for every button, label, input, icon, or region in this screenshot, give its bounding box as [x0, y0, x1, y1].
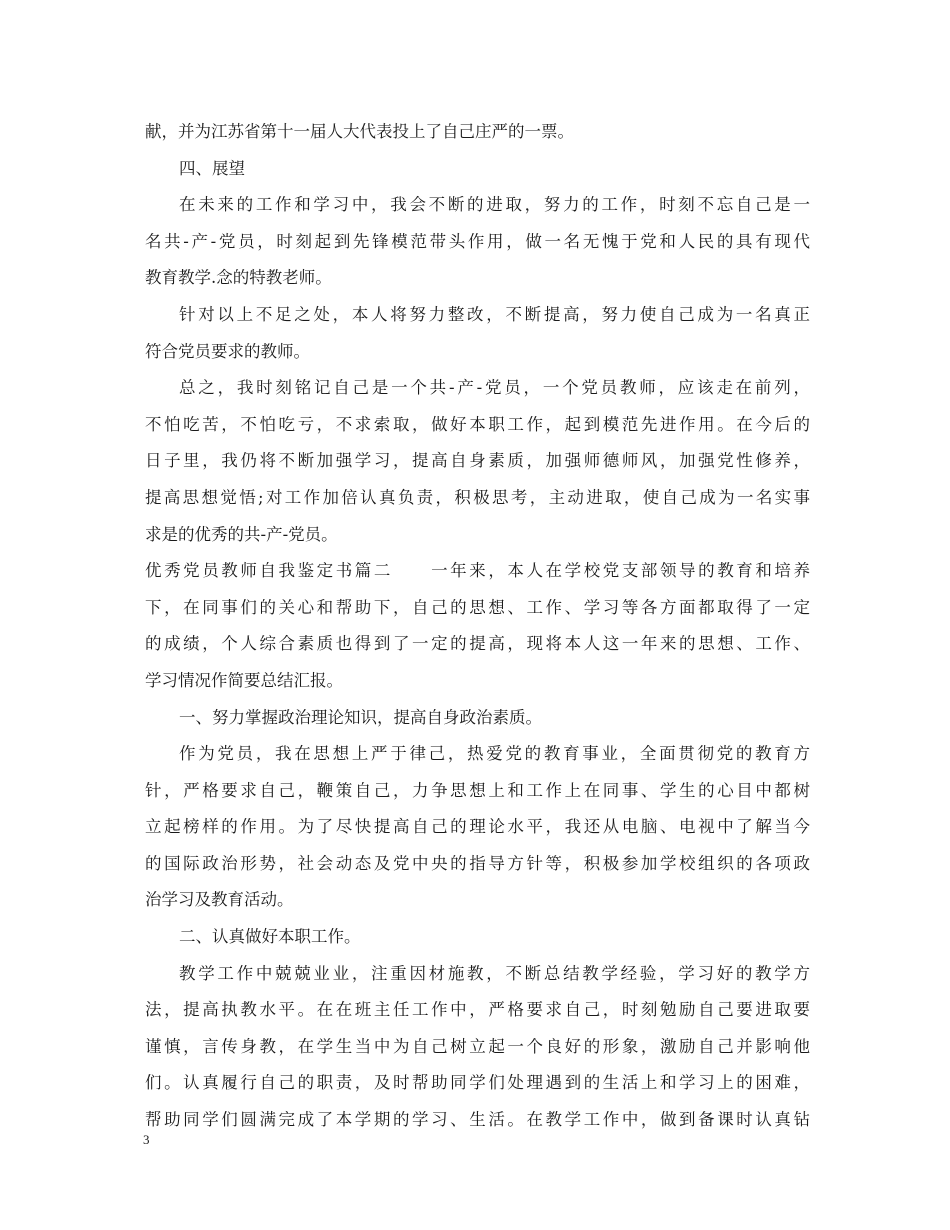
text-line: 下，在同事们的关心和帮助下，自己的思想、工作、学习等各方面都取得了一定 [145, 597, 810, 617]
text-line: 提高思想觉悟;对工作加倍认真负责，积极思考，主动进取，使自己成为一名实事 [145, 487, 810, 507]
text-line: 作为党员，我在思想上严于律己，热爱党的教育事业，全面贯彻党的教育方 [179, 744, 810, 764]
text-line: 谨慎，言传身教，在学生当中为自己树立起一个良好的形象，激励自己并影响他 [145, 1036, 810, 1056]
text-line: 总之，我时刻铭记自己是一个共-产-党员，一个党员教师，应该走在前列， [179, 378, 810, 398]
text-line: 教育教学.念的特教老师。 [145, 268, 332, 288]
text-line: 名共-产-党员，时刻起到先锋模范带头作用，做一名无愧于党和人民的具有现代 [145, 231, 810, 251]
section-heading: 二、认真做好本职工作。 [179, 927, 361, 947]
text-line: 立起榜样的作用。为了尽快提高自己的理论水平，我还从电脑、电视中了解当今 [145, 817, 810, 837]
text-line: 的成绩，个人综合素质也得到了一定的提高，现将本人这一年来的思想、工作、 [145, 634, 810, 654]
article-title-line: 优秀党员教师自我鉴定书篇二 一年来，本人在学校党支部领导的教育和培养 [145, 561, 810, 581]
text-line: 不怕吃苦，不怕吃亏，不求索取，做好本职工作，起到模范先进作用。在今后的 [145, 414, 810, 434]
section-heading: 一、努力掌握政治理论知识，提高自身政治素质。 [179, 707, 542, 727]
text-line: 帮助同学们圆满完成了本学期的学习、生活。在教学工作中，做到备课时认真钻 [145, 1110, 810, 1130]
text-line: 求是的优秀的共-产-党员。 [145, 524, 338, 544]
page-number: 3 [143, 1132, 150, 1147]
text-line: 日子里，我仍将不断加强学习，提高自身素质，加强师德师风，加强党性修养， [145, 451, 810, 471]
text-line: 学习情况作简要总结汇报。 [145, 670, 343, 690]
text-line: 针对以上不足之处，本人将努力整改，不断提高，努力使自己成为一名真正 [179, 304, 810, 324]
text-line: 献，并为江苏省第十一届人大代表投上了自己庄严的一票。 [145, 122, 574, 141]
text-line: 在未来的工作和学习中，我会不断的进取，努力的工作，时刻不忘自己是一 [179, 195, 810, 215]
text-line: 针，严格要求自己，鞭策自己，力争思想上和工作上在同事、学生的心目中都树 [145, 780, 810, 800]
text-line: 符合党员要求的教师。 [145, 341, 310, 361]
section-heading: 四、展望 [179, 158, 245, 178]
text-line: 法，提高执教水平。在在班主任工作中，严格要求自己，时刻勉励自己要进取要 [145, 1000, 810, 1020]
document-body [145, 114, 810, 1139]
text-line: 教学工作中兢兢业业，注重因材施教，不断总结教学经验，学习好的教学方 [179, 963, 810, 983]
text-line: 治学习及教育活动。 [145, 890, 294, 910]
text-line: 们。认真履行自己的职责，及时帮助同学们处理遇到的生活上和学习上的困难， [145, 1073, 810, 1093]
text-line: 的国际政治形势，社会动态及党中央的指导方针等，积极参加学校组织的各项政 [145, 853, 810, 873]
